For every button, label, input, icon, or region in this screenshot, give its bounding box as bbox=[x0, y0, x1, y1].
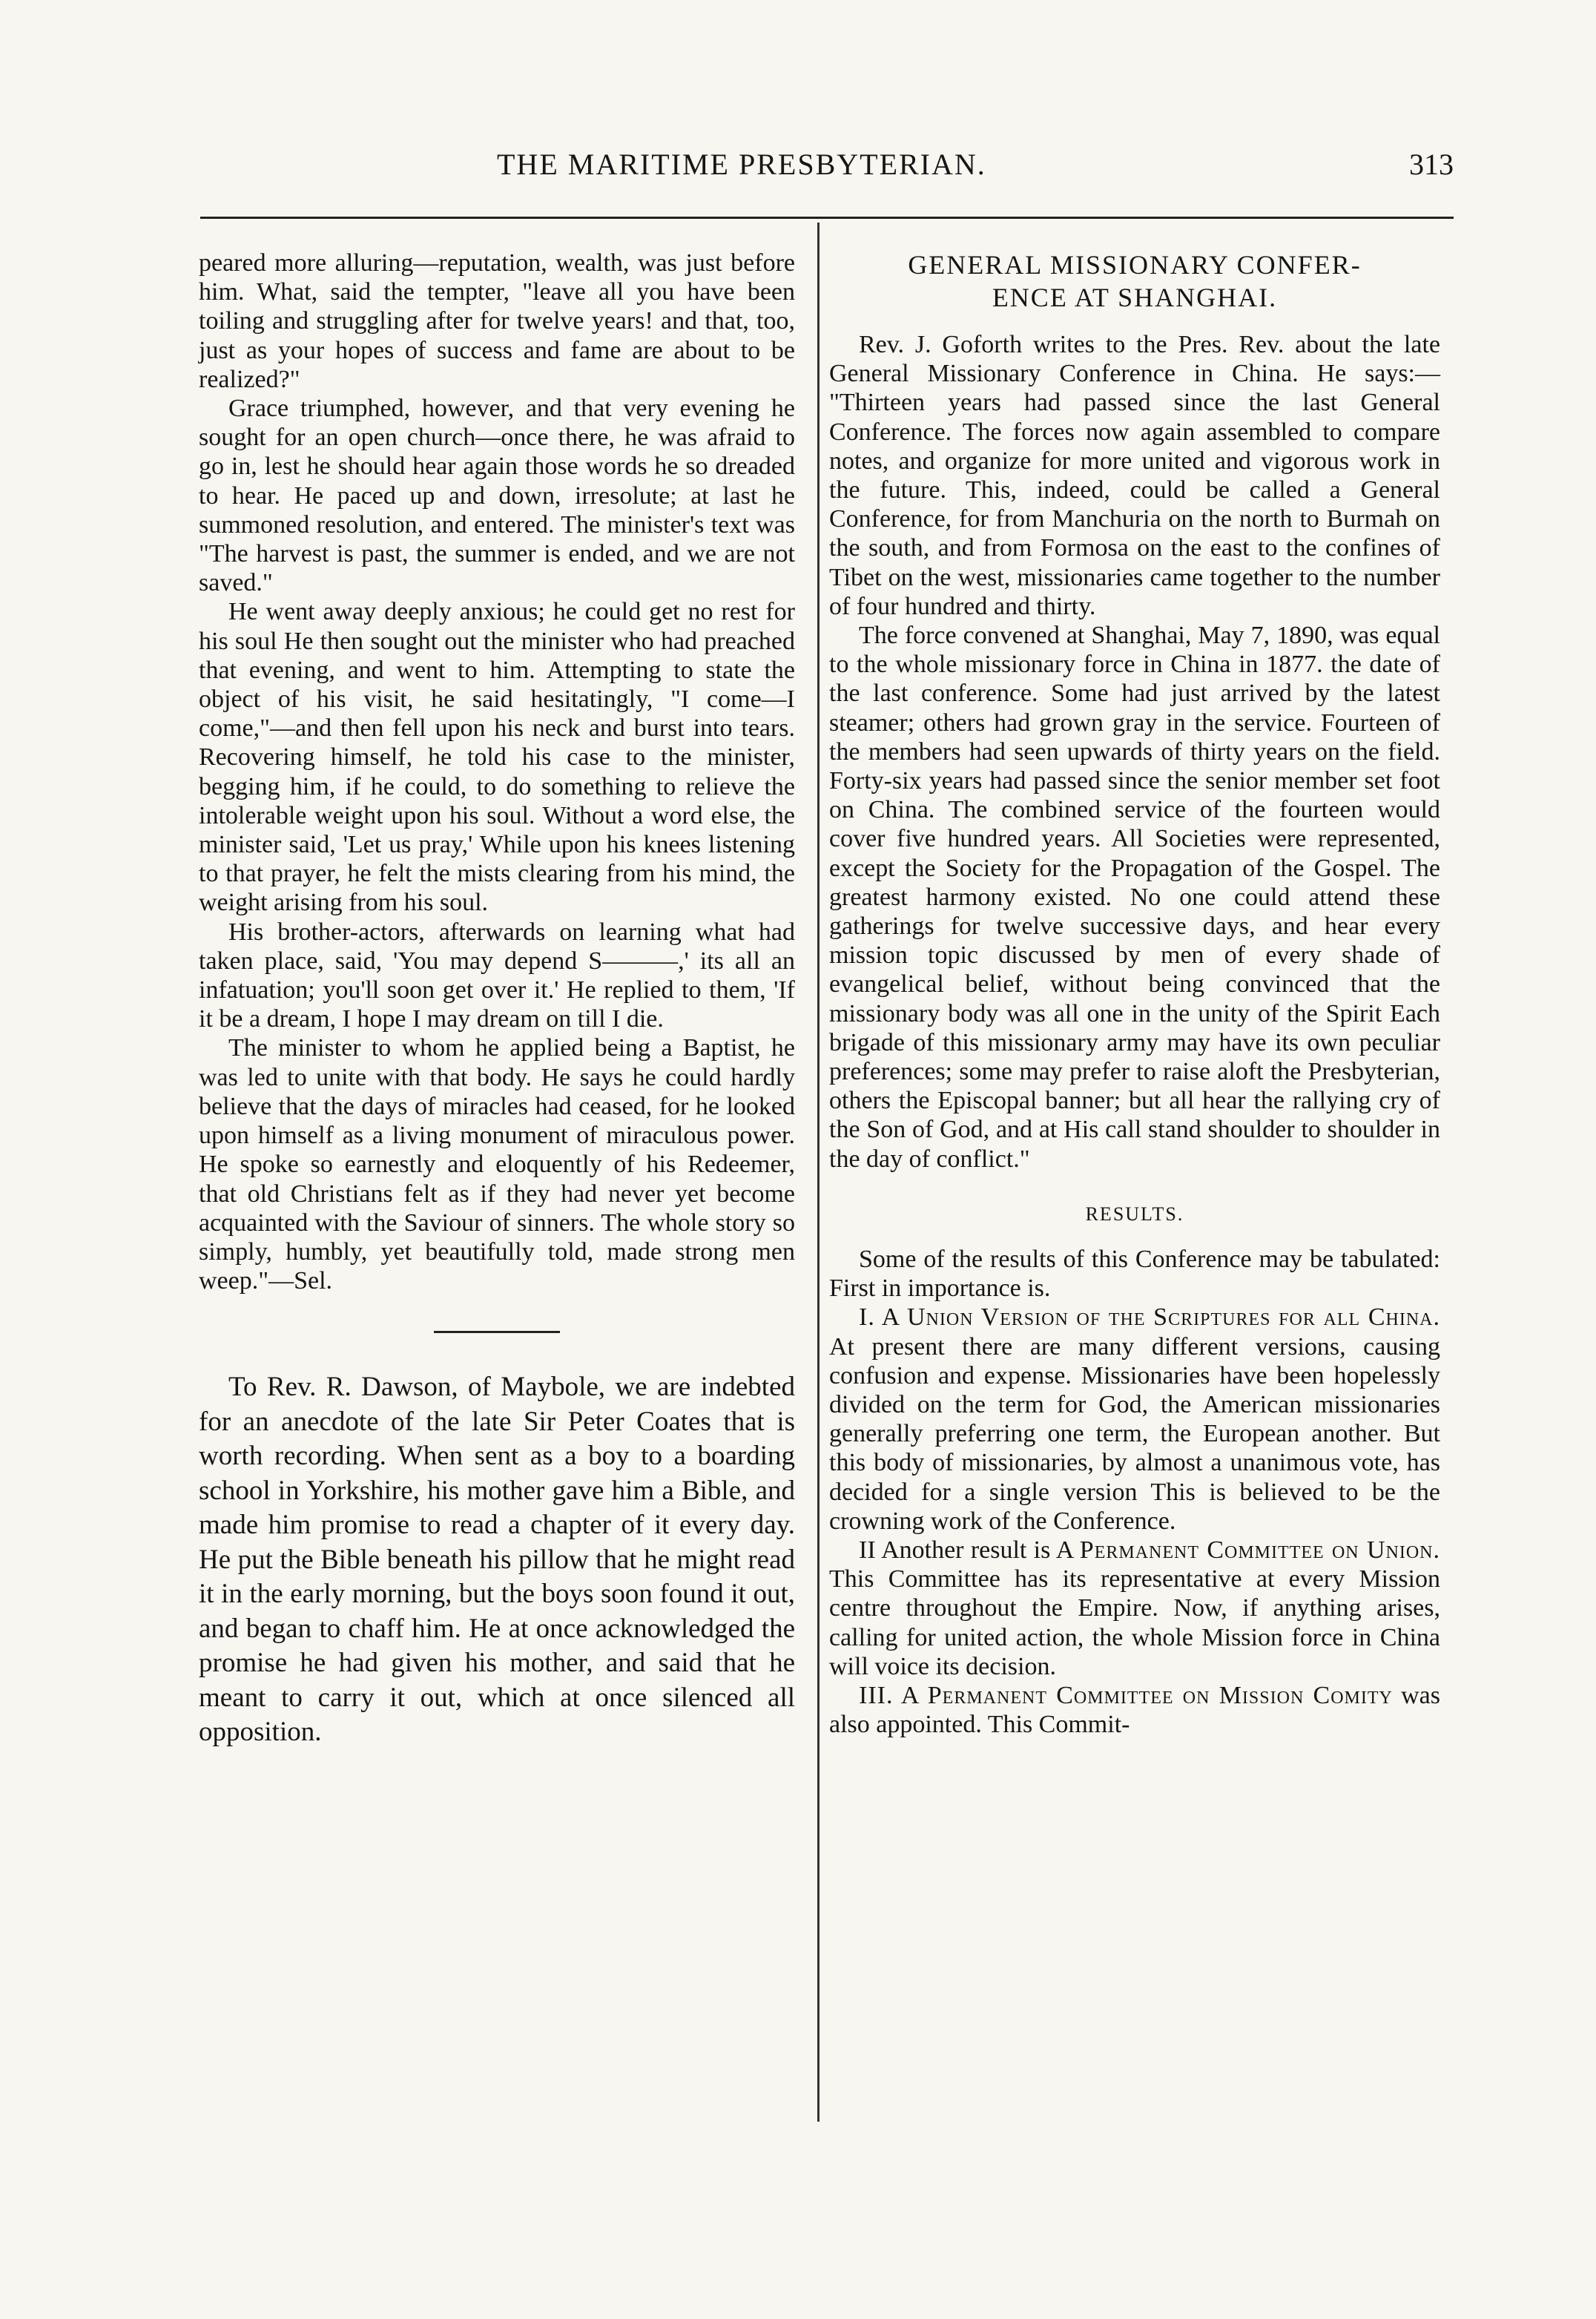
anecdote-text: To Rev. R. Dawson, of Maybole, we are indebted for an anecdote of the late Sir Peter Coates that is worth recording. When sent as a boy to a boarding school in Yorkshire, his mother gave him a Bible, and made him promise to read a chapter of it every day. He put the Bible beneath his pillow that he might read it in the early morning, but the boys soon found it out, and began to chaff him. He at once acknowledged the promise he had given his mother, and said that he meant to carry it out, which at once silenced all opposition. bbox=[199, 1372, 795, 1748]
paragraph: The force convened at Shanghai, May 7, 1890, was equal to the whole missionary force in China in 1877. the date of the last conference. Some had just arrived by the latest steamer; others had grown gray in the service. Fourteen of the members had seen upwards of thirty years on the field. Forty-six years had passed since the senior member set foot on China. The combined service of the fourteen would cover five hundred years. All Societies were represented, except the Society for the Propagation of the Gospel. The greatest harmony existed. No one could attend these gatherings for twelve successive days, and hear every mission topic discussed by men of every shade of evangelical belief, without being convinced that the missionary body was all one in the unity of the Spirit Each brigade of this missionary army may have its own peculiar preferences; some may prefer to raise aloft the Presbyterian, others the Episcopal banner; but all hear the rallying cry of the Son of God, and at His call stand shoulder to shoulder in the day of conflict." bbox=[829, 622, 1440, 1173]
paragraph: He went away deeply anxious; he could get no rest for his soul He then sought out the minister who had preached that evening, and went to him. Attempting to state the object of his visit, he said hesitatingly, "I come—I come,"—and then fell upon his neck and burst into tears. Recovering himself, he told his case to the minister, begging him, if he could, to do something to relieve the intolerable weight upon his soul. Without a word else, the minister said, 'Let us pray,' While upon his knees listening to that prayer, he felt the mists clearing from his mind, the weight arising from his soul. bbox=[199, 598, 795, 917]
result-item bbox=[829, 1681, 1440, 1739]
result-label: Permanent Committee on Union. bbox=[1079, 1536, 1440, 1564]
result-item bbox=[829, 1303, 1440, 1536]
anecdote bbox=[199, 1370, 795, 1750]
article-title bbox=[829, 249, 1440, 314]
result-text: At present there are many different versions, causing confusion and expense. Missionaries have been hopelessly divided on the term for God, the American missionaries generally preferring one term, the European another. But this body of missionaries, by almost a unanimous vote, has decided for a single version This is believed to be the crowning work of the Conference. bbox=[829, 1332, 1440, 1535]
result-item bbox=[829, 1536, 1440, 1681]
result-prefix: II Another result is A bbox=[859, 1536, 1080, 1564]
column-divider bbox=[817, 223, 820, 2122]
paragraph: Some of the results of this Conference may be tabulated: First in importance is. bbox=[829, 1245, 1440, 1303]
results-heading: RESULTS. bbox=[1085, 1203, 1184, 1225]
running-title: THE MARITIME PRESBYTERIAN. bbox=[497, 148, 986, 181]
result-text: was also appointed. This Commit- bbox=[829, 1681, 1440, 1739]
page-number: 313 bbox=[1409, 148, 1454, 181]
paragraph: The minister to whom he applied being a Baptist, he was led to unite with that body. He says he could hardly believe that the days of miracles had ceased, for he looked upon himself as a living monument of miraculous power. He spoke so earnestly and eloquently of his Redeemer, that old Christians felt as if they had never yet become acquainted with the Saviour of sinners. The whole story so simply, humbly, yet beautifully told, made strong men weep."—Sel. bbox=[199, 1034, 795, 1295]
result-label: III. A Permanent Committee on Mission Comity bbox=[859, 1681, 1393, 1709]
paragraph: His brother-actors, afterwards on learning what had taken place, said, 'You may depend S———,' its all an infatuation; you'll soon get over it.' He replied to them, 'If it be a dream, I hope I may dream on till I die. bbox=[199, 918, 795, 1033]
article-title-line: ENCE AT SHANGHAI. bbox=[992, 283, 1278, 312]
result-text: This Committee has its representative at every Mission centre throughout the Empire. Now, if anything arises, calling for united action, the whole Mission force in China will voice its decision. bbox=[829, 1565, 1440, 1680]
result-label: I. A Union Version of the Scriptures for all China. bbox=[859, 1303, 1440, 1332]
right-column bbox=[829, 249, 1440, 1739]
article-title-line: GENERAL MISSIONARY CONFER- bbox=[908, 250, 1362, 280]
paragraph: peared more alluring—reputation, wealth, was just before him. What, said the tempter, "leave all you have been toiling and struggling after for twelve years! and that, too, just as your hopes of success and fame are about to be realized?" bbox=[199, 249, 795, 393]
page-header bbox=[200, 147, 1454, 191]
paragraph: Grace triumphed, however, and that very evening he sought for an open church—once there, he was afraid to go in, lest he should hear again those words he so dreaded to hear. He paced up and down, irresolute; at last he summoned resolution, and entered. The minister's text was "The harvest is past, the summer is ended, and we are not saved." bbox=[199, 395, 795, 597]
section-divider bbox=[434, 1331, 560, 1333]
left-column bbox=[199, 249, 795, 1750]
paragraph: Rev. J. Goforth writes to the Pres. Rev. about the late General Missionary Conference in China. He says:— "Thirteen years had passed since the last General Conference. The forces now again assembled to compare notes, and organize for more united and vigorous work in the future. This, indeed, could be called a General Conference, for from Manchuria on the north to Burmah on the south, and from Formosa on the east to the confines of Tibet on the west, missionaries came together to the number of four hundred and thirty. bbox=[829, 331, 1440, 620]
header-rule bbox=[200, 217, 1454, 219]
